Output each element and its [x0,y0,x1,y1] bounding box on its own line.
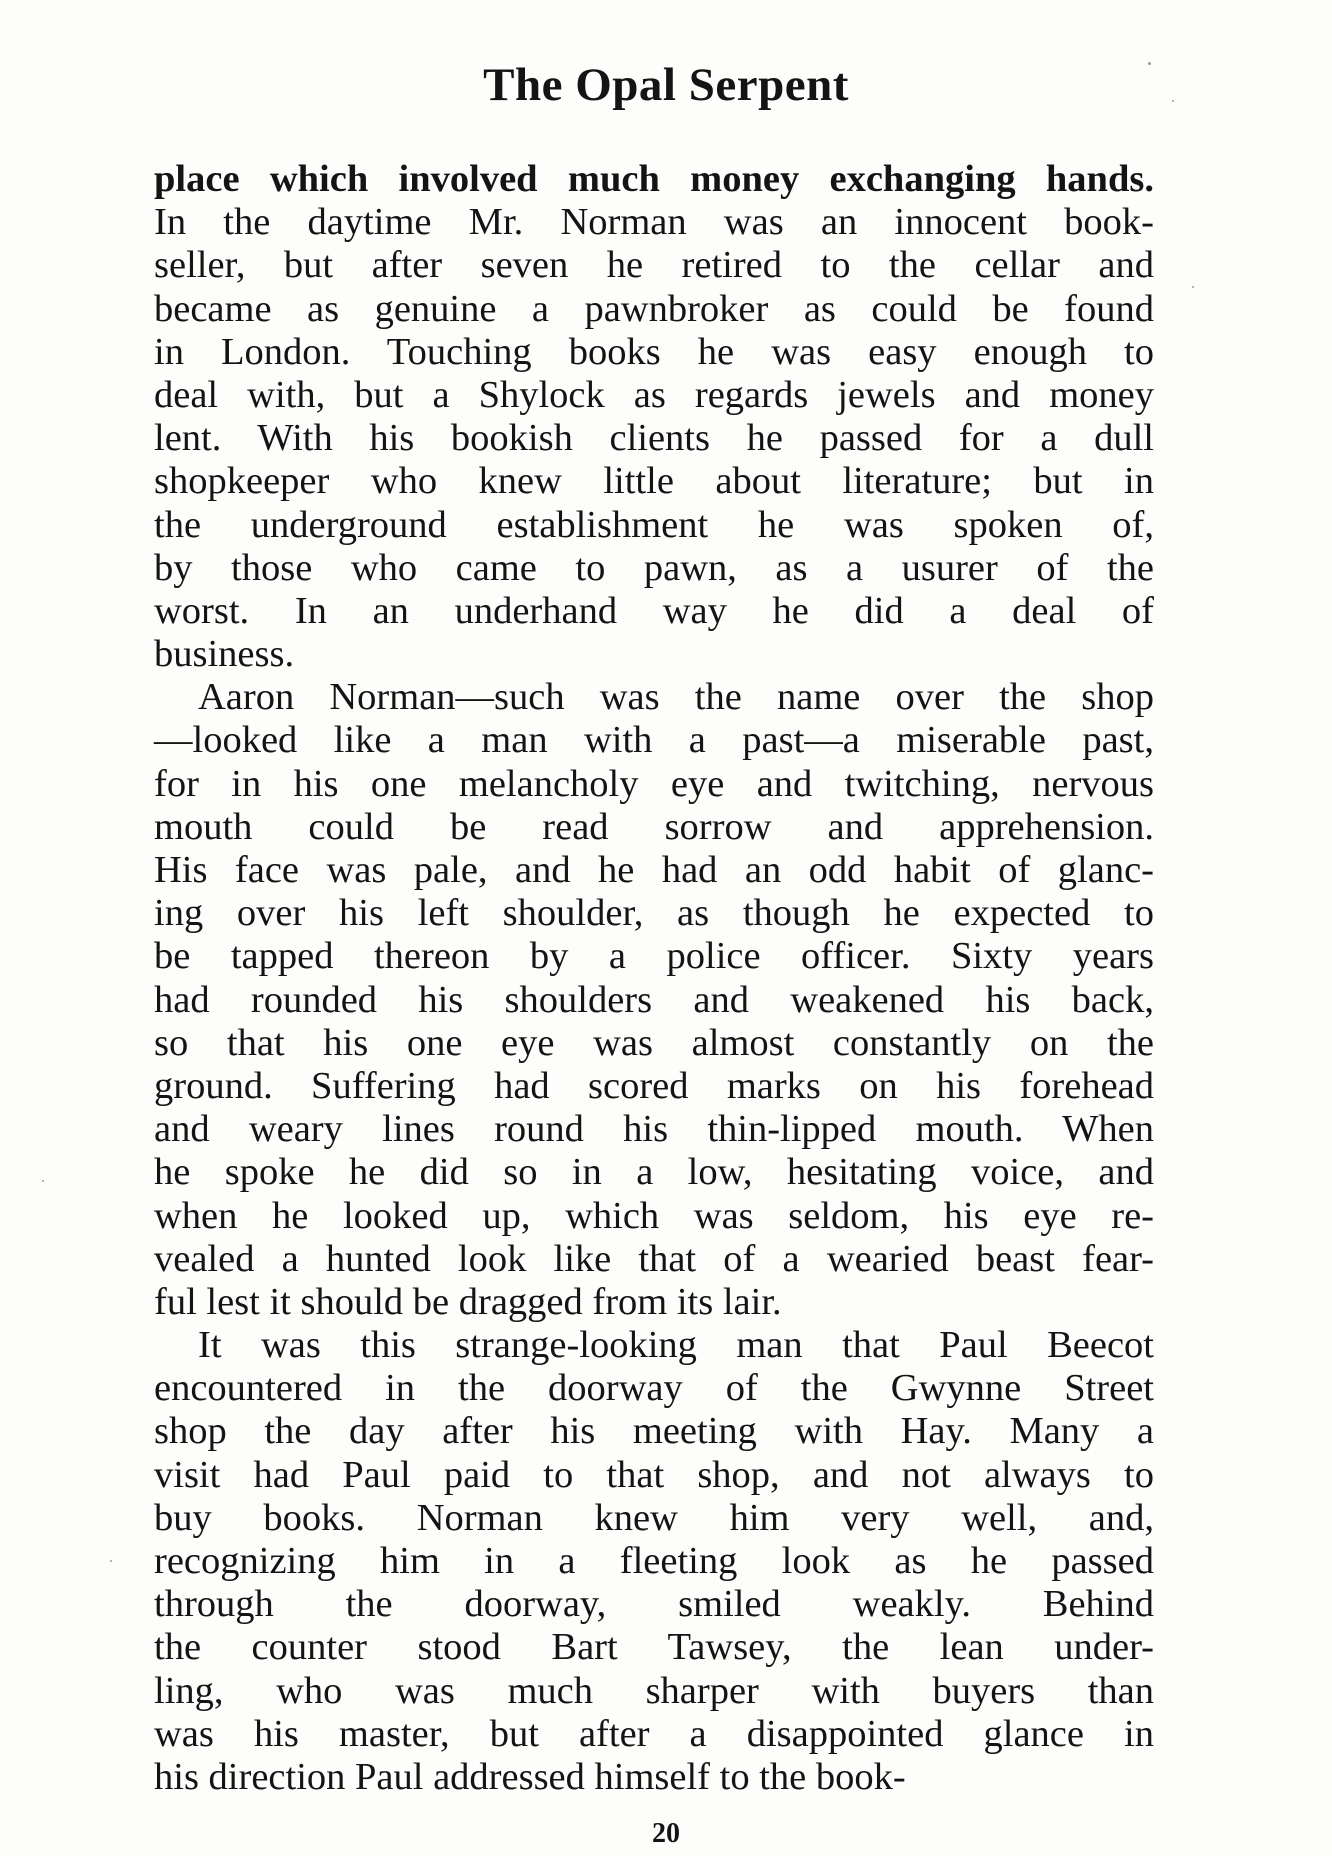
text-line: vealed a hunted look like that of a wearied beast fear- [154,1237,1154,1280]
text-line: seller, but after seven he retired to the cellar and [154,244,1154,287]
text-line: buy books. Norman knew him very well, and, [154,1496,1154,1539]
text-line: worst. In an underhand way he did a deal of [154,589,1154,632]
text-line: when he looked up, which was seldom, his eye re- [154,1194,1154,1237]
text-line: was his master, but after a disappointed glance in [154,1712,1154,1755]
text-line: visit had Paul paid to that shop, and not always to [154,1453,1154,1496]
paper-speck [1192,286,1194,288]
paper-speck [110,1560,112,1562]
text-line: Aaron Norman—such was the name over the shop [198,676,1154,719]
text-line: for in his one melancholy eye and twitching, nervous [154,762,1154,805]
text-line: had rounded his shoulders and weakened his back, [154,978,1154,1021]
body-text [154,158,1154,1799]
text-line: business. [154,633,295,676]
paper-speck [1148,62,1151,65]
running-head: The Opal Serpent [483,59,849,111]
text-line: place which involved much money exchanging hands. [154,158,1154,200]
text-line: by those who came to pawn, as a usurer of the [154,546,1154,589]
text-line: through the doorway, smiled weakly. Behind [154,1583,1154,1626]
text-line: be tapped thereon by a police officer. Sixty years [154,935,1154,978]
text-line: ing over his left shoulder, as though he expected to [154,892,1154,935]
text-line: so that his one eye was almost constantly on the [154,1021,1154,1064]
text-line: encountered in the doorway of the Gwynne Street [154,1367,1154,1410]
text-line: deal with, but a Shylock as regards jewels and money [154,373,1154,416]
paper-speck [42,1180,44,1182]
text-line: ground. Suffering had scored marks on his forehead [154,1064,1154,1107]
text-line: shop the day after his meeting with Hay. Many a [154,1410,1154,1453]
text-line: ful lest it should be dragged from its lair. [154,1280,782,1323]
text-line: the underground establishment he was spoken of, [154,503,1154,546]
paper-speck [1172,100,1174,102]
text-line: —looked like a man with a past—a miserable past, [154,719,1154,762]
text-line: the counter stood Bart Tawsey, the lean under- [154,1626,1154,1669]
text-line: His face was pale, and he had an odd habit of glanc- [154,849,1154,891]
text-line: became as genuine a pawnbroker as could be found [154,287,1154,330]
text-line: in London. Touching books he was easy enough to [154,330,1154,373]
text-line: lent. With his bookish clients he passed for a dull [154,417,1154,460]
text-line: ling, who was much sharper with buyers than [154,1669,1154,1712]
text-line: shopkeeper who knew little about literature; but in [154,460,1154,503]
text-line: It was this strange-looking man that Paul Beecot [198,1324,1154,1367]
text-line: In the daytime Mr. Norman was an innocent book- [154,201,1154,244]
page-number: 20 [652,1818,680,1849]
text-line: recognizing him in a fleeting look as he passed [154,1540,1154,1582]
text-line: he spoke he did so in a low, hesitating voice, and [154,1151,1154,1194]
text-line: mouth could be read sorrow and apprehension. [154,805,1154,848]
text-line: his direction Paul addressed himself to the book- [154,1755,906,1798]
text-line: and weary lines round his thin-lipped mouth. When [154,1108,1154,1151]
